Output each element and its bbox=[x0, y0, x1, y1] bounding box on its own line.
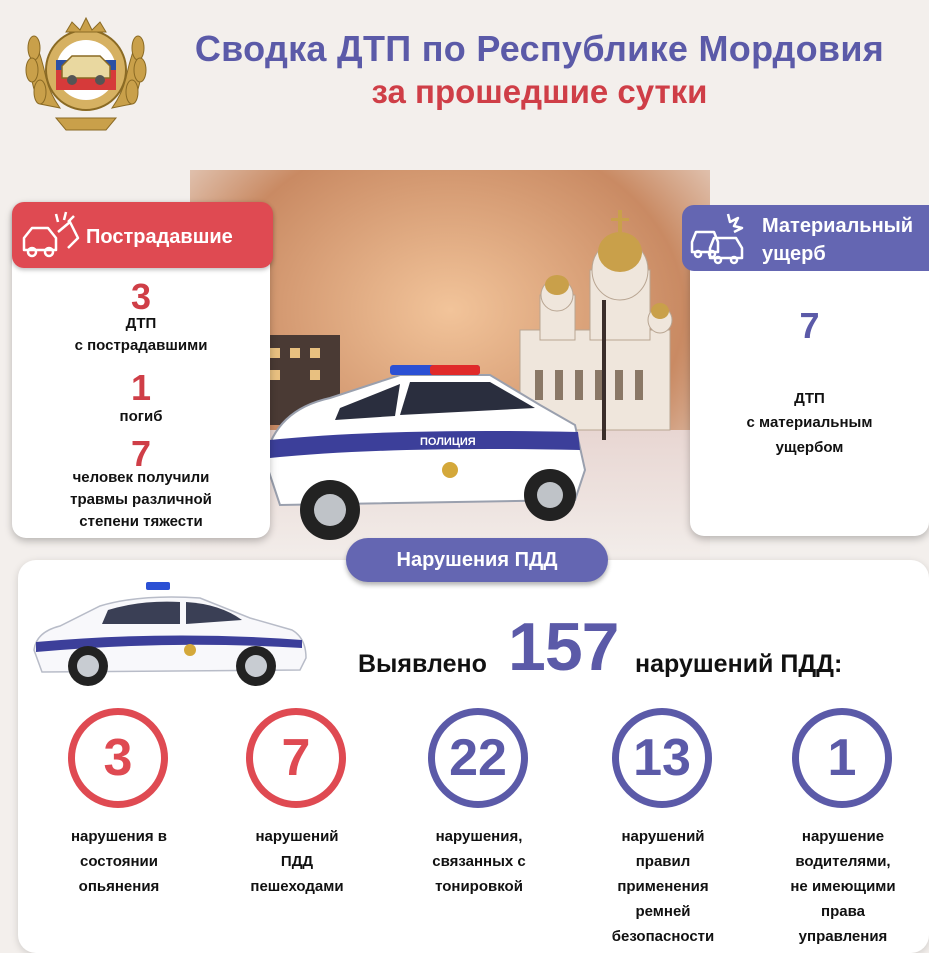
violation-desc-drunk bbox=[44, 824, 194, 899]
victims-accidents-label-2: с пострадавшими bbox=[74, 337, 208, 354]
violation-desc-seatbelts bbox=[588, 824, 738, 949]
violation-circle-seatbelts bbox=[612, 708, 712, 808]
damage-title-line-1: Материальный bbox=[762, 215, 914, 237]
damage-label-2: с материальным bbox=[746, 414, 873, 431]
damage-title-line-2: ущерб bbox=[762, 243, 826, 265]
violation-count: 22 bbox=[449, 729, 507, 787]
violation-desc-tinting bbox=[404, 824, 554, 899]
violation-circle-tinting bbox=[428, 708, 528, 808]
violation-desc-line: правил bbox=[635, 853, 691, 870]
violation-desc-no-license bbox=[768, 824, 918, 949]
violation-desc-line: опьянения bbox=[78, 878, 160, 895]
victims-injured-label-3: степени тяжести bbox=[79, 513, 203, 530]
violation-desc-line: не имеющими bbox=[790, 878, 896, 895]
violations-found-suffix: нарушений ПДД: bbox=[635, 650, 843, 678]
page-title: Сводка ДТП по Республике Мордовия bbox=[194, 28, 885, 69]
victims-accidents-count: 3 bbox=[130, 276, 152, 317]
damage-count: 7 bbox=[799, 305, 820, 346]
violation-desc-line: нарушения, bbox=[435, 828, 523, 845]
violation-desc-line: состоянии bbox=[79, 853, 159, 870]
victims-dead-label: погиб bbox=[119, 408, 163, 425]
violation-desc-line: пешеходами bbox=[250, 878, 344, 895]
police-door-text: ПОЛИЦИЯ bbox=[420, 436, 476, 448]
violation-desc-pedestrians bbox=[222, 824, 372, 899]
violations-total: 157 bbox=[508, 609, 619, 685]
damage-card-title bbox=[762, 212, 913, 268]
violation-count: 1 bbox=[827, 729, 857, 787]
violation-desc-line: связанных с bbox=[432, 853, 526, 870]
violation-desc-line: водителями, bbox=[795, 853, 891, 870]
violation-desc-line: безопасности bbox=[611, 928, 715, 945]
violations-found-prefix: Выявлено bbox=[358, 650, 487, 678]
car-crash-icon bbox=[18, 208, 82, 264]
violation-circle-pedestrians bbox=[246, 708, 346, 808]
violation-desc-line: нарушения в bbox=[71, 828, 167, 845]
violation-desc-line: ПДД bbox=[280, 853, 314, 870]
police-car-illustration bbox=[30, 580, 312, 690]
violations-section-title: Нарушения ПДД bbox=[346, 538, 608, 582]
traffic-police-emblem-icon bbox=[20, 8, 152, 136]
violation-count: 13 bbox=[633, 729, 691, 787]
violation-desc-line: нарушений bbox=[621, 828, 705, 845]
victims-injured-label-2: травмы различной bbox=[70, 491, 212, 508]
victims-dead-count: 1 bbox=[130, 367, 152, 408]
violation-desc-line: права bbox=[821, 903, 865, 920]
violation-desc-line: применения bbox=[617, 878, 709, 895]
victims-card-title: Пострадавшие bbox=[86, 226, 233, 248]
damaged-cars-icon bbox=[688, 208, 750, 266]
violation-desc-line: нарушений bbox=[255, 828, 339, 845]
violation-desc-line: нарушение bbox=[801, 828, 885, 845]
damage-label-1: ДТП bbox=[794, 390, 825, 407]
page-subtitle: за прошедшие сутки bbox=[371, 73, 708, 110]
violation-count: 7 bbox=[281, 729, 311, 787]
damage-label-3: ущербом bbox=[775, 439, 844, 456]
violation-desc-line: ремней bbox=[635, 903, 691, 920]
victims-accidents-label-1: ДТП bbox=[125, 315, 157, 332]
violation-count: 3 bbox=[103, 729, 133, 787]
violation-desc-line: управления bbox=[798, 928, 888, 945]
violation-desc-line: тонировкой bbox=[435, 878, 523, 895]
victims-injured-count: 7 bbox=[130, 433, 152, 474]
violation-circle-no-license bbox=[792, 708, 892, 808]
violation-circle-drunk bbox=[68, 708, 168, 808]
victims-injured-label-1: человек получили bbox=[72, 469, 210, 486]
